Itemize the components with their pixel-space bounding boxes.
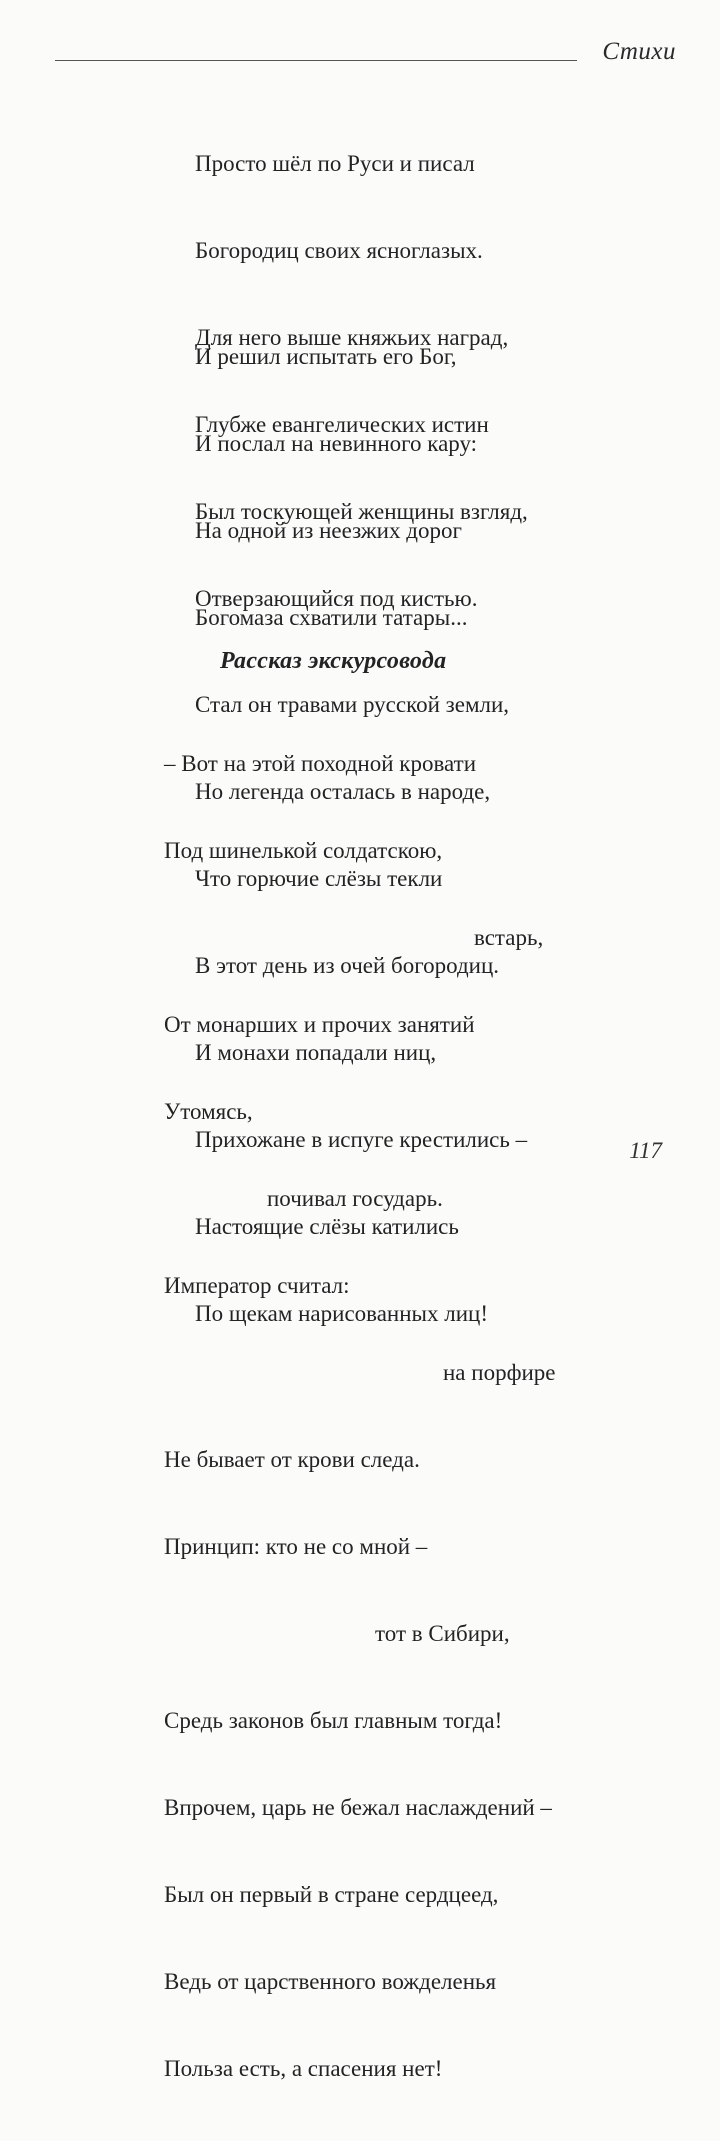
poem-line: Под шинелькой солдатскою, [164, 838, 443, 863]
poem-line: тот в Сибири, [375, 1621, 510, 1646]
poem-line: Богородиц своих ясноглазых. [195, 238, 483, 263]
poem-line: Стал он травами русской земли, [195, 692, 510, 717]
poem-line: От монарших и прочих занятий [164, 1012, 475, 1037]
poem-line: почивал государь. [267, 1186, 443, 1211]
poem-line: Богомаза схватили татары... [195, 605, 468, 630]
poem-line: встарь, [474, 925, 544, 950]
poem-line: На одной из неезжих дорог [195, 518, 462, 543]
poem-line: Утомясь, [164, 1099, 253, 1124]
poem-line: Польза есть, а спасения нет! [164, 2056, 443, 2081]
page-number: 117 [629, 1138, 662, 1163]
poem-line: Прихожане в испуге крестились – [195, 1127, 528, 1152]
poem-line: Не бывает от крови следа. [164, 1447, 420, 1472]
poem-line: Просто шёл по Руси и писал [195, 151, 475, 176]
poem-line: Впрочем, царь не бежал наслаждений – [164, 1795, 552, 1820]
poem-line: Глубже евангелических истин [195, 412, 489, 437]
poem-line: Настоящие слёзы катились [195, 1214, 459, 1239]
poem-line: Император считал: [164, 1273, 350, 1298]
poem-title: Рассказ экскурсовода [220, 648, 447, 674]
poem2-body [164, 691, 556, 2141]
poem-line: Отверзающийся под кистью. [195, 586, 478, 611]
poem-line: В этот день из очей богородиц. [195, 953, 500, 978]
poem-line: И послал на невинного кару: [195, 431, 478, 456]
poem-line: И решил испытать его Бог, [195, 344, 457, 369]
poem-line: Что горючие слёзы текли [195, 866, 443, 891]
poem-line: – Вот на этой походной кровати [164, 751, 477, 776]
poem-line: Для него выше княжьих наград, [195, 325, 509, 350]
poem-line: И монахи попадали ниц, [195, 1040, 437, 1065]
section-title: Стихи [602, 38, 676, 65]
poem-line: Принцип: кто не со мной – [164, 1534, 428, 1559]
poem-line: на порфире [443, 1360, 556, 1385]
poem-line: Но легенда осталась в народе, [195, 779, 491, 804]
poem-line: Средь законов был главным тогда! [164, 1708, 503, 1733]
header-rule [55, 60, 577, 61]
poem-line: По щекам нарисованных лиц! [195, 1301, 488, 1326]
poem-line: Был он первый в стране сердцеед, [164, 1882, 499, 1907]
poem-line: Ведь от царственного вожделенья [164, 1969, 497, 1994]
poem-line: Был тоскующей женщины взгляд, [195, 499, 528, 524]
